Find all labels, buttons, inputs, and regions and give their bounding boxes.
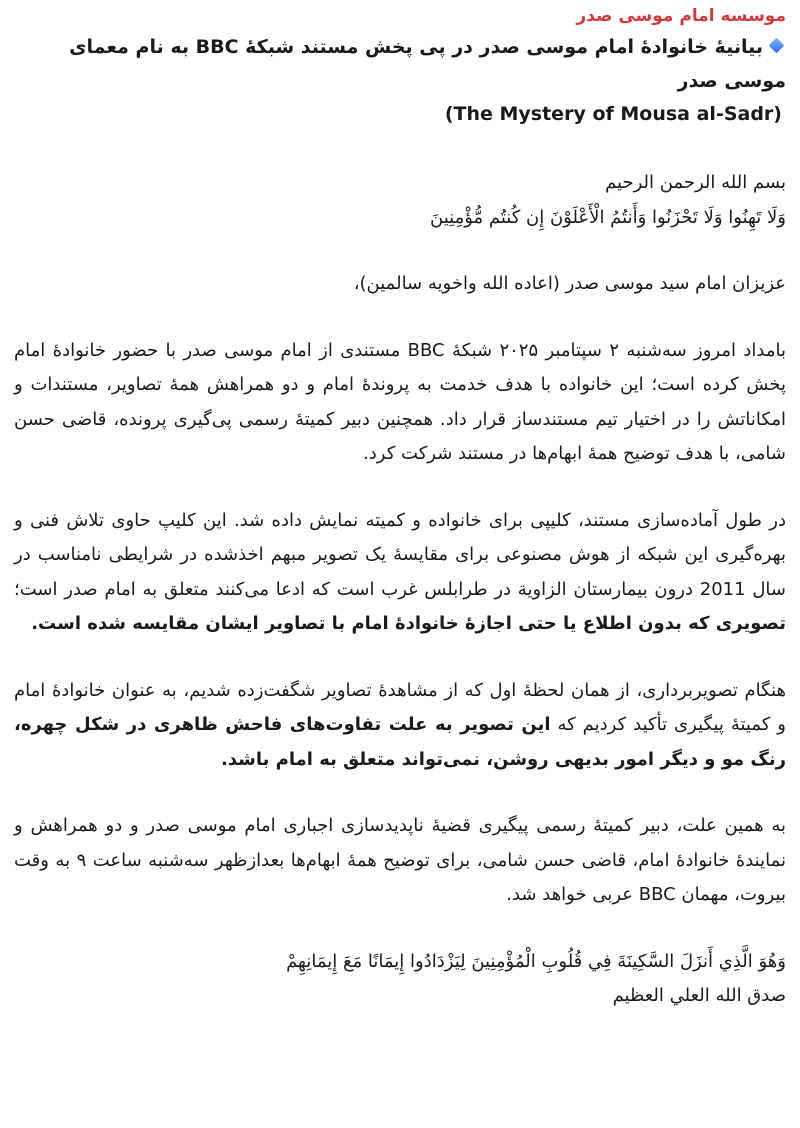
basmala: بسم الله الرحمن الرحیم <box>605 172 786 193</box>
spacer <box>14 642 786 674</box>
spacer <box>14 302 786 334</box>
spacer <box>14 130 786 166</box>
channel-name[interactable]: موسسه امام موسی صدر <box>576 6 786 26</box>
paragraph-2 <box>14 504 786 642</box>
post-english-title <box>14 98 786 130</box>
paragraph-3-bold: این تصویر به علت تفاوت‌های فاحش ظاهری در شکل چهره، رنگ مو و دیگر امور بدیهی روشن، نمی‌تواند متعلق به امام باشد. <box>14 714 786 770</box>
closing-line: صدق الله العلي العظیم <box>612 985 786 1006</box>
paragraph-2-text: در طول آماده‌سازی مستند، کلیپی برای خانواده و کمیته نمایش داده شد. این کلیپ حاوی تلاش فنی و بهره‌گیری این شبکه از هوش مصنوعی برای مقایسهٔ یک تصویر مبهم اخذشده در شرایطی نامناسب در سال 2011 درون بیمارستان الزاویة در طرابلس غرب است که ادعا می‌کنند متعلق به امام صدر است؛ <box>14 509 786 600</box>
spacer <box>14 472 786 504</box>
paragraph-3-text: هنگام تصویربرداری، از همان لحظهٔ اول که از مشاهدهٔ تصاویر شگفت‌زده شدیم، به عنوان خانوادهٔ امام و کمیتهٔ پیگیری تأکید کردیم که <box>14 679 786 735</box>
post-english-title-text: (The Mystery of Mousa al-Sadr) <box>444 103 782 125</box>
verse-opening: وَلَا تَهِنُوا وَلَا تَحْزَنُوا وَأَنتُمُ الْأَعْلَوْنَ إِن كُنتُم مُّؤْمِنِينَ <box>430 206 786 228</box>
spacer <box>14 913 786 945</box>
paragraph-3 <box>14 674 786 778</box>
paragraph-1: بامداد امروز سه‌شنبه ۲ سپتامبر ۲۰۲۵ شبکهٔ BBC مستندی از امام موسی صدر با حضور خانوادهٔ امام پخش کرده است؛ این خانواده با هدف خدمت به پروندهٔ امام و دو همراهش همهٔ تصاویر، مستندات و امکاناتش را در اختیار تیم مستندساز قرار داد. همچنین دبیر کمیتهٔ رسمی پی‌گیری پرونده، قاضی حسن شامی، با هدف توضیح همهٔ ابهام‌ها در مستند شرکت کرد. <box>14 339 786 464</box>
blue-diamond-icon <box>769 38 785 54</box>
spacer <box>14 777 786 809</box>
greeting: عزیزان امام سید موسی صدر (اعاده الله واخویه سالمین)، <box>353 273 786 294</box>
post-title <box>14 30 786 98</box>
paragraph-4: به همین علت، دبیر کمیتهٔ رسمی پیگیری قضیهٔ ناپدیدسازی اجباری امام موسی صدر و دو همراهش و نمایندهٔ خانوادهٔ امام، قاضی حسن شامی، برای توضیح همهٔ ابهام‌ها بعدازظهر سه‌شنبه ساعت ۹ به وقت بیروت، مهمان BBC عربی خواهد شد. <box>14 815 787 905</box>
post-title-text: بیانیهٔ خانوادهٔ امام موسی صدر در پی پخش مستند شبکهٔ BBC به نام معمای موسی صدر <box>69 36 786 92</box>
verse-closing: وَهُوَ الَّذِي أَنزَلَ السَّكِينَةَ فِي قُلُوبِ الْمُؤْمِنِينَ لِيَزْدَادُوا إِيمَانًا مَعَ إِيمَانِهِمْ <box>286 950 786 972</box>
spacer <box>14 235 786 267</box>
paragraph-2-bold: تصویری که بدون اطلاع یا حتی اجازهٔ خانوادهٔ امام با تصاویر ایشان مقایسه شده است. <box>31 613 786 634</box>
